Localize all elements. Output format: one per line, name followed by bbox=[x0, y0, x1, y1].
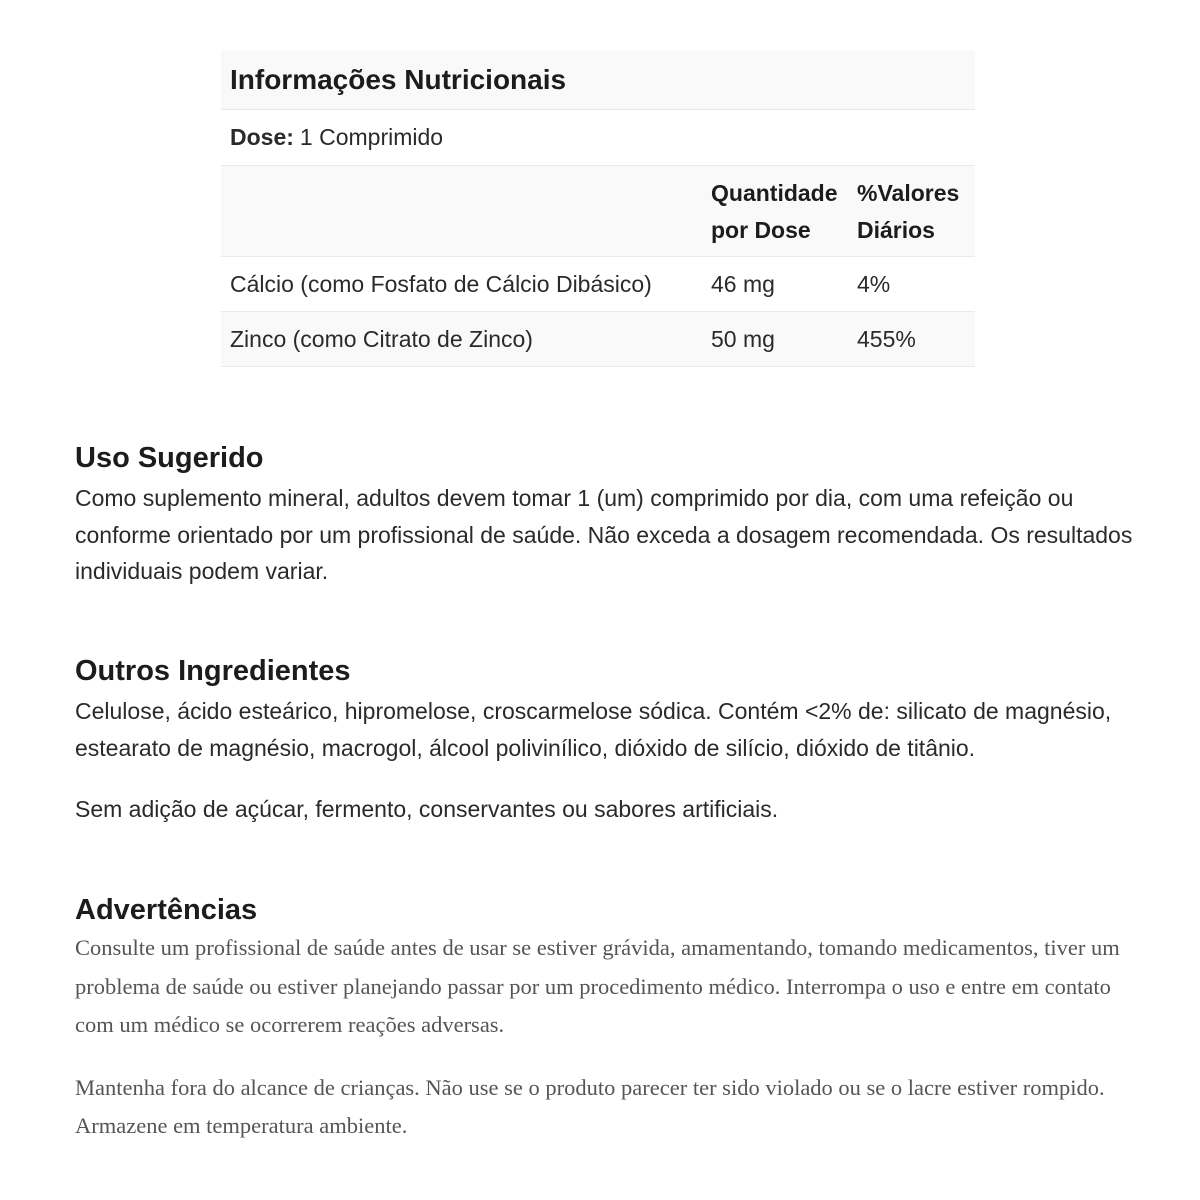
nutrient-name: Zinco (como Citrato de Zinco) bbox=[230, 325, 533, 352]
nutrition-header-row bbox=[221, 166, 975, 257]
dose-label: Dose: bbox=[230, 124, 294, 150]
nutrient-dv: 455% bbox=[857, 325, 916, 352]
nutrient-amount: 50 mg bbox=[711, 325, 775, 352]
header-amount-line1: Quantidade bbox=[711, 180, 838, 206]
dose-value: 1 Comprimido bbox=[299, 124, 444, 150]
header-amount-cell bbox=[711, 166, 857, 256]
suggested-use-section bbox=[75, 441, 1135, 590]
warnings-section bbox=[75, 893, 1135, 1146]
table-row bbox=[221, 257, 975, 312]
nutrition-table bbox=[221, 50, 975, 367]
warnings-text: Consulte um profissional de saúde antes de usar se estiver grávida, amamentando, tomando medicamentos, tiver um problema de saúde ou estiver planejando passar por um procedimento médico. Interrompa o uso e entre em contato com um médico se ocorrerem reações adversas. bbox=[75, 935, 1120, 1037]
header-amount-line2: por Dose bbox=[711, 217, 811, 243]
suggested-use-heading: Uso Sugerido bbox=[75, 442, 264, 474]
suggested-use-text: Como suplemento mineral, adultos devem tomar 1 (um) comprimido por dia, com uma refeição ou conforme orientado por um profissional de saúde. Não exceda a dosagem recomendada. Os resultados individuais podem variar. bbox=[75, 485, 1133, 584]
nutrition-title: Informações Nutricionais bbox=[221, 50, 975, 110]
storage-text: Mantenha fora do alcance de crianças. Não use se o produto parecer ter sido violado ou se o lacre estiver rompido. Armazene em temperatura ambiente. bbox=[75, 1074, 1105, 1138]
nutrient-dv: 4% bbox=[857, 270, 891, 297]
other-ingredients-heading: Outros Ingredientes bbox=[75, 655, 351, 687]
header-nutrient-cell bbox=[221, 166, 711, 256]
warnings-heading: Advertências bbox=[75, 894, 258, 926]
table-row bbox=[221, 312, 975, 367]
other-ingredients-section bbox=[75, 654, 1135, 828]
dose-row bbox=[221, 110, 975, 166]
nutrient-name: Cálcio (como Fosfato de Cálcio Dibásico) bbox=[230, 270, 652, 297]
header-dv-line1: %Valores bbox=[857, 180, 960, 206]
nutrient-amount: 46 mg bbox=[711, 270, 775, 297]
no-additives-text: Sem adição de açúcar, fermento, conservantes ou sabores artificiais. bbox=[75, 796, 779, 822]
other-ingredients-text: Celulose, ácido esteárico, hipromelose, croscarmelose sódica. Contém <2% de: silicato de magnésio, estearato de magnésio, macrogol, álcool polivinílico, dióxido de silício, dióxido de titânio. bbox=[75, 698, 1112, 761]
header-dv-cell bbox=[857, 166, 975, 256]
header-dv-line2: Diários bbox=[857, 217, 935, 243]
